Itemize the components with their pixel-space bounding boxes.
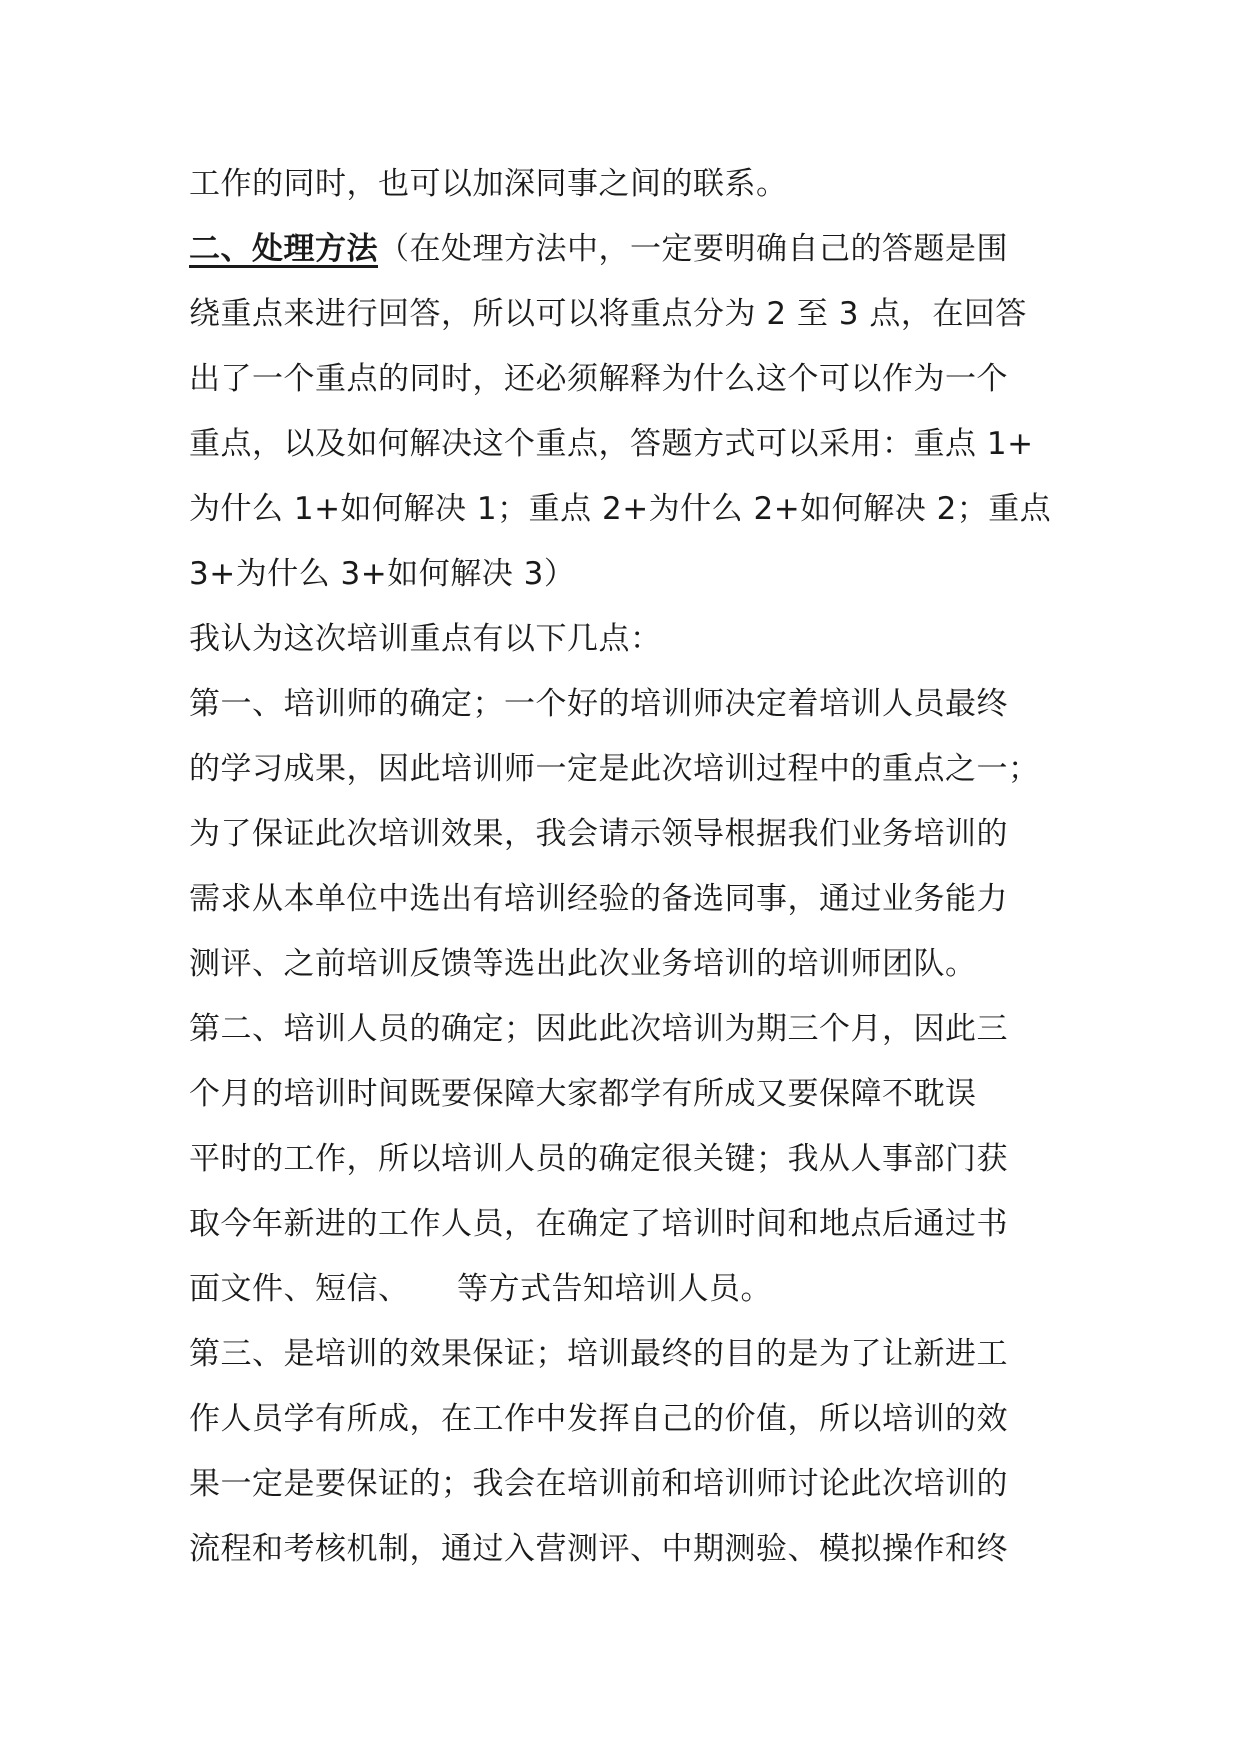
paragraph-line: 平时的工作，所以培训人员的确定很关键；我从人事部门获 <box>189 1141 1008 1177</box>
paragraph-line: 测评、之前培训反馈等选出此次业务培训的培训师团队。 <box>189 946 977 982</box>
paragraph-line: 为什么 1+如何解决 1；重点 2+为什么 2+如何解决 2；重点 <box>189 491 1052 527</box>
paragraph-line: 面文件、短信、 等方式告知培训人员。 <box>189 1271 772 1307</box>
paragraph-line: 我认为这次培训重点有以下几点： <box>189 621 662 657</box>
paragraph-line: 工作的同时，也可以加深同事之间的联系。 <box>189 166 788 202</box>
document-page <box>189 152 1059 1582</box>
paragraph-line: 出了一个重点的同时，还必须解释为什么这个可以作为一个 <box>189 361 1008 397</box>
section-heading-note: （在处理方法中，一定要明确自己的答题是围 <box>378 231 1008 267</box>
paragraph-line: 为了保证此次培训效果，我会请示领导根据我们业务培训的 <box>189 816 1008 852</box>
paragraph-line: 第一、培训师的确定；一个好的培训师决定着培训人员最终 <box>189 686 1008 722</box>
paragraph-line: 第三、是培训的效果保证；培训最终的目的是为了让新进工 <box>189 1336 1008 1372</box>
paragraph-line: 取今年新进的工作人员，在确定了培训时间和地点后通过书 <box>189 1206 1008 1242</box>
paragraph-line: 需求从本单位中选出有培训经验的备选同事，通过业务能力 <box>189 881 1008 917</box>
paragraph-line: 3+为什么 3+如何解决 3） <box>189 556 576 592</box>
section-heading-title: 二、处理方法 <box>189 231 378 267</box>
paragraph-line: 的学习成果，因此培训师一定是此次培训过程中的重点之一； <box>189 751 1040 787</box>
paragraph-line: 第二、培训人员的确定；因此此次培训为期三个月，因此三 <box>189 1011 1008 1047</box>
section-heading-line <box>189 217 1059 282</box>
paragraph-line: 个月的培训时间既要保障大家都学有所成又要保障不耽误 <box>189 1076 977 1112</box>
paragraph-line: 作人员学有所成，在工作中发挥自己的价值，所以培训的效 <box>189 1401 1008 1437</box>
paragraph-line: 重点，以及如何解决这个重点，答题方式可以采用：重点 1+ <box>189 426 1034 462</box>
paragraph-line: 绕重点来进行回答，所以可以将重点分为 2 至 3 点，在回答 <box>189 296 1027 332</box>
paragraph-line: 流程和考核机制，通过入营测评、中期测验、模拟操作和终 <box>189 1531 1008 1567</box>
paragraph-line: 果一定是要保证的；我会在培训前和培训师讨论此次培训的 <box>189 1466 1008 1502</box>
